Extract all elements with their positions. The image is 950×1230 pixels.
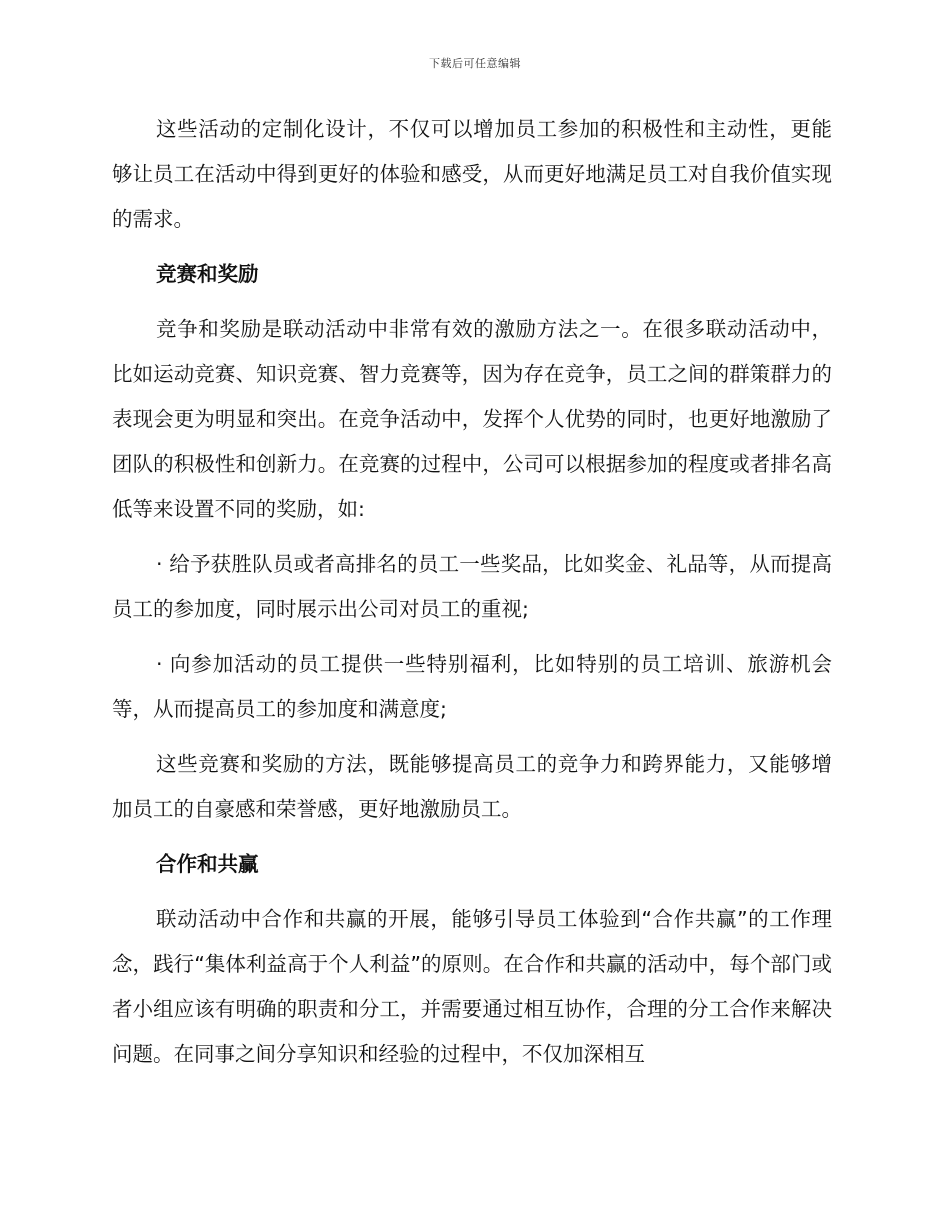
- paragraph-cooperation: 联动活动中合作和共赢的开展，能够引导员工体验到“合作共赢”的工作理念，践行“集体利益高于个人利益”的原则。在合作和共赢的活动中，每个部门或者小组应该有明确的职责和分工，并需要通过相互协作，合理的分工合作来解决问题。在同事之间分享知识和经验的过程中，不仅加深相互: [112, 907, 832, 1066]
- document-body: [112, 107, 832, 1087]
- bullet-item-benefits: · 向参加活动的员工提供一些特别福利，比如特别的员工培训、旅游机会等，从而提高员工的参加度和满意度;: [112, 652, 832, 721]
- paragraph-competition-summary: 这些竞赛和奖励的方法，既能够提高员工的竞争力和跨界能力，又能够增加员工的自豪感和荣誉感，更好地激励员工。: [112, 752, 832, 821]
- paragraph-custom-design: 这些活动的定制化设计，不仅可以增加员工参加的积极性和主动性，更能够让员工在活动中得到更好的体验和感受，从而更好地满足员工对自我价值实现的需求。: [112, 117, 832, 231]
- section-heading-cooperation: 合作和共赢: [156, 852, 259, 876]
- bullet-item-prizes: · 给予获胜队员或者高排名的员工一些奖品，比如奖金、礼品等，从而提高员工的参加度，同时展示出公司对员工的重视;: [112, 552, 832, 621]
- paragraph-competition: 竞争和奖励是联动活动中非常有效的激励方法之一。在很多联动活动中，比如运动竞赛、知识竞赛、智力竞赛等，因为存在竞争，员工之间的群策群力的表现会更为明显和突出。在竞争活动中，发挥个人优势的同时，也更好地激励了团队的积极性和创新力。在竞赛的过程中，公司可以根据参加的程度或者排名高低等来设置不同的奖励，如:: [112, 317, 832, 521]
- section-heading-competition: 竞赛和奖励: [156, 262, 259, 286]
- page-header: 下载后可任意编辑: [429, 57, 521, 70]
